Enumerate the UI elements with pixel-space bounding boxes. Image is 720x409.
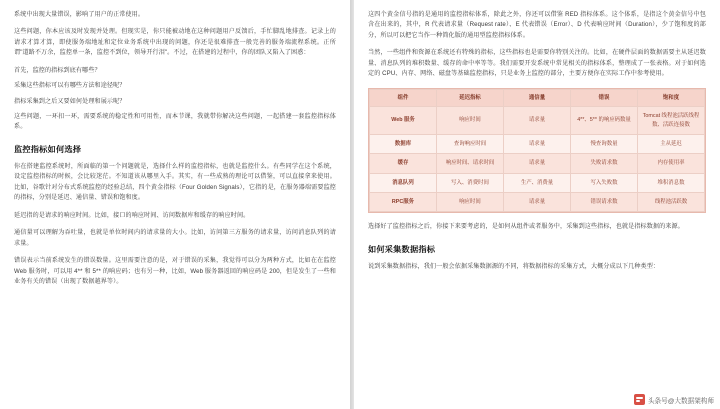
right-page-column (354, 0, 720, 409)
table-cell: 请求量 (504, 134, 571, 153)
paragraph: 选择好了监控指标之后，你接下来要考虑的，是如何从组件或者服务中，采集到这些指标，也就是指标数据的来源。 (368, 223, 684, 231)
table-header-row (370, 89, 705, 106)
paragraph: 当然，一些组件和资源在系统还有特殊的指标，这些指标也是需要你特别关注的。比如，在硬件层面的数据需要主从延迟数量、消息队列的堆积数量、缓存的命中率等等。我们需要开发系统中常见相关的指标体系，整理成了一张表格。对于如何选定的 CPU、内存、网络、磁盘等基础监控指标，只是业务上监控的部分，主要方便你在实际工作中参考使用。 (368, 49, 706, 78)
watermark-text: 头条号@大数据架构师 (647, 397, 714, 405)
table-cell: 错误请求数 (571, 193, 638, 212)
table-row (370, 173, 705, 192)
table-row (370, 107, 705, 135)
paragraph: 你在搭建监控系统时，所面临的第一个问题就是，选择什么样的监控指标，也就是监控什么。有些同学在这个系统，设定监控指标的时候，会比较迷茫。不知道该从哪里入手。其实，有一些成熟的理论可以借鉴，可以直接拿来使用。比如，谷歌针对分布式系统监控的经验总结，四个黄金指标（Four Golden Signals），它指的是，在服务器端需要监控的指标，分别是延迟、通信量、错误和饱和度。 (14, 162, 336, 202)
left-page-column (0, 0, 350, 409)
question-item: 指标采集到之后又要如何处理和展示呢？ (14, 97, 126, 105)
table-cell: 内存使用率 (638, 154, 705, 173)
table-cell: 请求量 (504, 193, 571, 212)
table-cell: 数据库 (370, 134, 437, 153)
section-heading-data-collection: 如何采集数据指标 (368, 244, 436, 254)
table-cell: Tomcat 线程池活跃线程数、活跃连接数 (638, 107, 705, 135)
table-header-cell: 饱和度 (638, 89, 705, 106)
table-cell: 堆积消息数 (638, 173, 705, 192)
table-header-cell: 组件 (370, 89, 437, 106)
table-cell: 写入、消费时间 (437, 173, 504, 192)
paragraph: 这些问题，你本应该及时发现并处理。但现实是，你只能被动地在这种问题用户反馈后，手忙脚乱地排查。记录上的请求才算才算，即使服务端地址和定位业务系统中出现的问题，你还是很难排查一般完善的服务端流程系统。正所谓"道路不万余，监控单一条，监控不到位，领导开行泪"。不过，在搭建的过程中，你的团队又陷入了困惑： (14, 28, 336, 57)
table-cell: 失败请求数 (571, 154, 638, 173)
toutiao-logo-icon (634, 394, 645, 405)
paragraph: 系统中出现大量错误，影响了用户的正常使用。 (14, 11, 145, 18)
paragraph: 这些问题，一环扣一环，需要系统的稳定性和可用性，而本节课，我就带你解决这些问题，一起搭建一套监控指标体系。 (14, 112, 336, 131)
paragraph: 错误表示当前系统发生的错误数量。这里需要注意的是，对于错误的采集，我觉得可以分为两种方式，比如在在监控 Web 服务时，可以用 4** 和 5** 的响应码；也有另一种，比如，Web 服务器返回的响应码是 200，但是发生了一些和业务有关的错误（出现了数据越界等）。 (14, 257, 336, 286)
table-cell: RPC服务 (370, 193, 437, 212)
table-cell: 请求量 (504, 107, 571, 135)
table-cell: 响应时间 (437, 193, 504, 212)
table-cell: 消息队列 (370, 173, 437, 192)
table-cell: 响应时间、请求时间 (437, 154, 504, 173)
paragraph: 说到采集数据指标，我们一般会依据采集数据源的不同，将数据指标的采集方式，大概分成以下几种类型： (368, 262, 660, 270)
table-cell: 请求量 (504, 154, 571, 173)
table-header-cell: 延迟指标 (437, 89, 504, 106)
table-cell: 查询响应时间 (437, 134, 504, 153)
table-cell: 慢查询数量 (571, 134, 638, 153)
metrics-table (369, 89, 705, 213)
table-cell: 响应时间 (437, 107, 504, 135)
question-item: 采集这些指标可以有哪些方法和途径呢？ (14, 82, 126, 90)
table-cell: 写入失败数 (571, 173, 638, 192)
metrics-table-wrapper (368, 88, 706, 214)
table-cell: 生产、消费量 (504, 173, 571, 192)
table-cell: 4**、5** 的响应码数量 (571, 107, 638, 135)
page-gutter (350, 0, 354, 409)
table-cell: 主从延迟 (638, 134, 705, 153)
paragraph: 通信量可以理解为吞吐量，也就是单位时间内的请求量的大小。比如，访问第三方服务的请求量，访问消息队列的请求量。 (14, 229, 336, 247)
table-row (370, 193, 705, 212)
question-item: 首先，监控的指标到底有哪些？ (14, 66, 101, 74)
paragraph: 这四个黄金信号指的是通用的监控指标体系，除此之外，你还可以借鉴 RED 指标体系。这个体系，是指这个黄金信号中包含在出来的，其中，R 代表请求量（Request rate）、E 代表错误（Error）、D 代表响应时间（Duration），少了饱和度的部分，所以可以把它当作一种简化版的通用型监控指标体系。 (368, 11, 706, 39)
table-cell: Web 服务 (370, 107, 437, 135)
table-cell: 线程池活跃数 (638, 193, 705, 212)
table-header-cell: 通信量 (504, 89, 571, 106)
watermark (634, 394, 714, 405)
section-heading-monitoring-metrics: 监控指标如何选择 (14, 144, 82, 154)
table-header-cell: 错误 (571, 89, 638, 106)
table-row (370, 134, 705, 153)
table-row (370, 154, 705, 173)
table-cell: 缓存 (370, 154, 437, 173)
paragraph: 延迟指的是请求的响应时间。比如，接口的响应时间、访问数据库和缓存的响应时间。 (14, 211, 250, 219)
